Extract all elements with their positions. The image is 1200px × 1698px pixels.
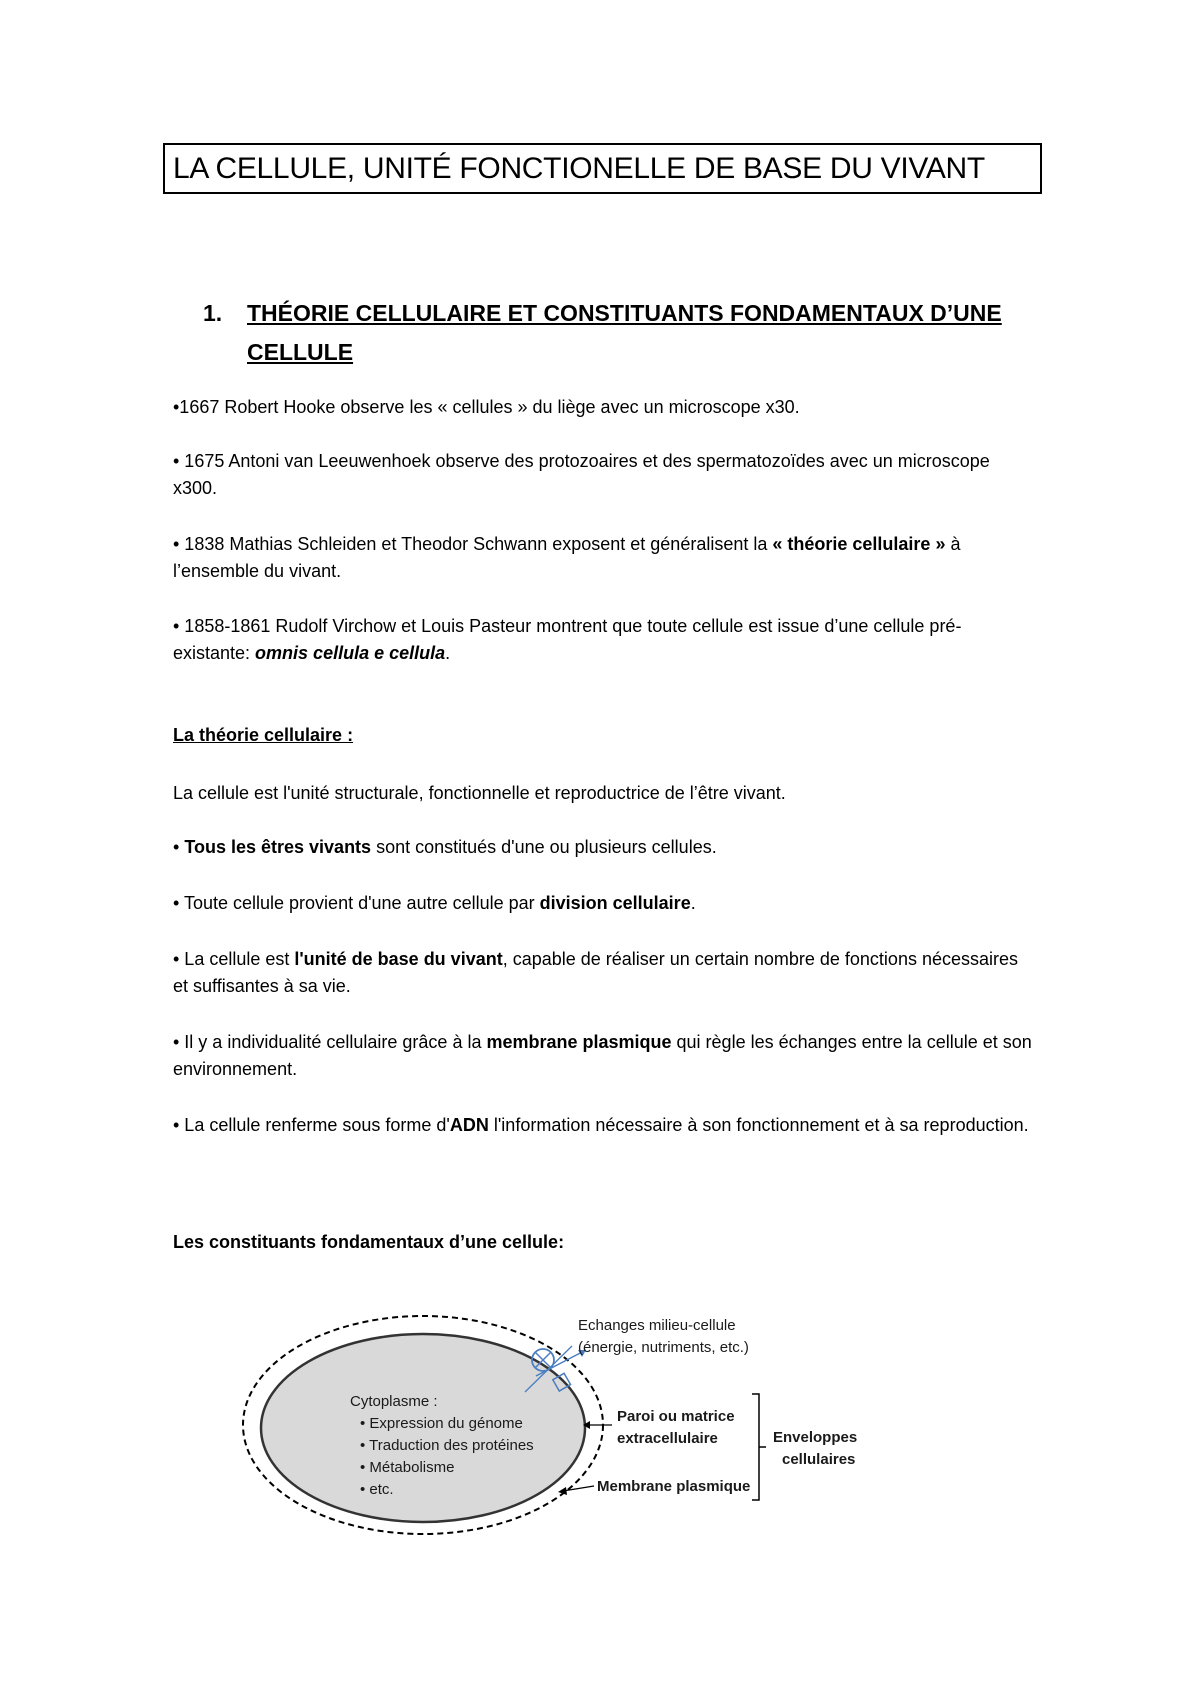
text-run: , capable de réaliser un certain nombre de fonctions nécessaires et suffisantes à sa vie. bbox=[173, 949, 1018, 996]
text-run: • bbox=[173, 837, 185, 857]
exchanges-label-2: (énergie, nutriments, etc.) bbox=[578, 1339, 749, 1356]
wall-label-1: Paroi ou matrice bbox=[617, 1408, 735, 1425]
bold-term: l'unité de base du vivant bbox=[294, 949, 503, 969]
bold-term: « théorie cellulaire » bbox=[772, 534, 946, 554]
text-run: • La cellule est bbox=[173, 949, 295, 969]
bold-term: Tous les êtres vivants bbox=[184, 837, 372, 857]
theory-bullet-4 bbox=[173, 1029, 1033, 1083]
cell-diagram bbox=[240, 1310, 880, 1540]
history-paragraph-4 bbox=[173, 613, 1033, 667]
text-run: • 1858-1861 Rudolf Virchow et Louis Pasteur montrent que toute cellule est issue d’une cellule pré-existante: bbox=[173, 616, 962, 663]
bold-term: membrane plasmique bbox=[486, 1032, 672, 1052]
theory-bullet-1 bbox=[173, 834, 1033, 861]
text-run: • Toute cellule provient d'une autre cellule par bbox=[173, 893, 540, 913]
text-run: . bbox=[690, 893, 696, 913]
history-paragraph-3 bbox=[173, 531, 1033, 585]
section-heading bbox=[203, 294, 1043, 372]
wall-label-2: extracellulaire bbox=[617, 1430, 718, 1447]
theory-bullet-2 bbox=[173, 890, 1033, 917]
cytoplasm-item: • Métabolisme bbox=[360, 1459, 455, 1476]
text-run: • 1838 Mathias Schleiden et Theodor Schwann exposent et généralisent la bbox=[173, 534, 773, 554]
cytoplasm-item: • etc. bbox=[360, 1481, 394, 1498]
constituents-subheading: Les constituants fondamentaux d’une cellule: bbox=[173, 1232, 565, 1252]
theory-bullet-3 bbox=[173, 946, 1033, 1000]
text-run: . bbox=[445, 643, 451, 663]
envelopes-label-1: Enveloppes bbox=[773, 1429, 858, 1446]
section-number: 1. bbox=[203, 300, 223, 326]
document-title: LA CELLULE, UNITÉ FONCTIONELLE DE BASE DU VIVANT bbox=[163, 143, 1042, 194]
envelopes-label-2: cellulaires bbox=[782, 1451, 856, 1468]
history-paragraph-1: •1667 Robert Hooke observe les « cellules » du liège avec un microscope x30. bbox=[173, 397, 800, 417]
text-run: l'information nécessaire à son fonctionnement et à sa reproduction. bbox=[488, 1115, 1029, 1135]
text-run: • La cellule renferme sous forme d' bbox=[173, 1115, 450, 1135]
cytoplasm-item: • Expression du génome bbox=[360, 1415, 523, 1432]
envelope-brace bbox=[752, 1394, 766, 1500]
history-paragraph-2: • 1675 Antoni van Leeuwenhoek observe des protozoaires et des spermatozoïdes avec un microscope x300. bbox=[173, 451, 990, 498]
theory-intro: La cellule est l'unité structurale, fonctionnelle et reproductrice de l’être vivant. bbox=[173, 783, 786, 803]
bold-term: ADN bbox=[449, 1115, 489, 1135]
text-run: sont constitués d'une ou plusieurs cellules. bbox=[371, 837, 717, 857]
membrane-pointer bbox=[563, 1486, 594, 1491]
latin-phrase: omnis cellula e cellula bbox=[255, 643, 446, 663]
cytoplasm-title: Cytoplasme : bbox=[350, 1393, 438, 1410]
theory-subheading bbox=[173, 722, 1033, 749]
membrane-label: Membrane plasmique bbox=[597, 1478, 751, 1495]
text-run: • Il y a individualité cellulaire grâce à la bbox=[173, 1032, 487, 1052]
subheading-text: La théorie cellulaire : bbox=[173, 725, 354, 745]
theory-bullet-5 bbox=[173, 1112, 1033, 1139]
text-run: à l’ensemble du vivant. bbox=[173, 534, 961, 581]
exchanges-label-1: Echanges milieu-cellule bbox=[578, 1317, 736, 1334]
text-run: qui règle les échanges entre la cellule et son environnement. bbox=[173, 1032, 1032, 1079]
bold-term: division cellulaire bbox=[539, 893, 691, 913]
section-title: THÉORIE CELLULAIRE ET CONSTITUANTS FONDAMENTAUX D’UNE CELLULE bbox=[247, 300, 1002, 365]
cytoplasm-item: • Traduction des protéines bbox=[360, 1437, 534, 1454]
